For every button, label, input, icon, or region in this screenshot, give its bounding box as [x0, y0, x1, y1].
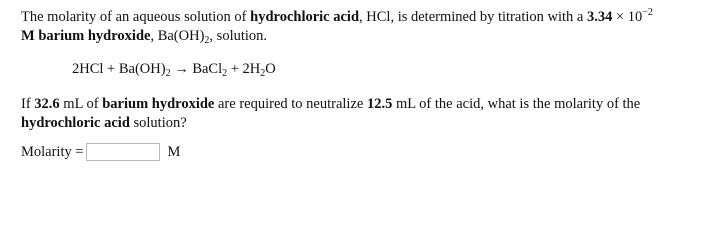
part2-text-3: are required to neutralize	[214, 96, 367, 112]
intro-text-1: The molarity of an aqueous solution of	[21, 9, 251, 25]
question-paragraph	[21, 8, 701, 46]
base-formula: , Ba(OH)	[150, 28, 205, 44]
base-volume: 32.6	[34, 96, 60, 112]
equation-product-1-subscript: 2	[222, 68, 228, 79]
intro-text-3: , solution.	[209, 28, 268, 44]
part2-text-4: mL of the acid, what is the molarity of the	[392, 96, 641, 112]
exponent: −2	[642, 7, 653, 18]
part2-text-5: solution?	[129, 115, 187, 131]
molarity-input[interactable]	[86, 143, 160, 161]
balanced-equation	[72, 60, 276, 79]
equation-product-2-subscript: 2	[260, 68, 266, 79]
base-name: barium hydroxide	[38, 28, 151, 44]
question-part-2	[21, 95, 701, 133]
intro-text-2: , HCl, is determined by titration with a	[359, 9, 587, 25]
part2-text-1: If	[21, 96, 35, 112]
part2-text-2: mL of	[59, 96, 103, 112]
base-formula-subscript: 2	[204, 35, 210, 46]
answer-row	[21, 142, 180, 162]
acid-name: hydrochloric acid	[250, 9, 360, 25]
equation-product-1: BaCl	[192, 61, 223, 77]
equation-arrow: →	[170, 61, 193, 77]
equation-plus: + 2H	[227, 61, 261, 77]
concentration-unit: M	[21, 28, 35, 44]
times-ten: × 10	[612, 9, 643, 25]
molarity-unit: M	[167, 143, 181, 160]
equation-reactant-1-subscript: 2	[165, 68, 171, 79]
part2-acid-name: hydrochloric acid	[21, 115, 130, 131]
base-concentration: 3.34	[586, 9, 613, 25]
part2-base-name: barium hydroxide	[102, 96, 215, 112]
acid-volume: 12.5	[366, 96, 393, 112]
equation-reactant-1: 2HCl + Ba(OH)	[72, 61, 166, 77]
equation-product-2-end: O	[265, 61, 276, 77]
molarity-label: Molarity =	[21, 143, 84, 160]
